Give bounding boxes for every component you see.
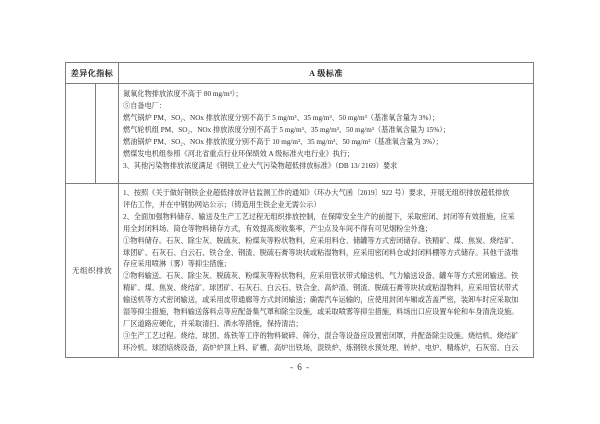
- empty-indicator-cell: [66, 84, 96, 184]
- text-line: 评估工作，并在中钢协网站公示；（铸造用生铁企业无需公示）: [123, 200, 321, 209]
- text-line: 存应采用喷淋（雾）等抑尘措施；: [123, 260, 231, 269]
- fugitive-emissions-content: [119, 184, 533, 357]
- text-line: 输送机等方式密闭输送，或采用皮带通廊等方式封闭输送；确需汽车运输的，应使用封闭车厢或苫盖严密，装卸车时应采取加: [123, 296, 519, 305]
- table-row-fugitive-emissions: [66, 184, 533, 357]
- text-line: ②物料输送。石灰、除尘灰、脱硫灰、粉煤灰等粉状物料，应采用管状带式输送机、气力输送设备、罐车等方式密闭输送。铁: [123, 272, 519, 281]
- empty-indicator-subcell: [96, 84, 119, 184]
- table-header-row: [66, 63, 533, 84]
- text-line: 用全封闭料场、筒仓等物料储存方式，有效提高废收集率，产尘点及车间不得有可见烟粉尘外逸；: [123, 224, 433, 233]
- text-line: 燃煤发电机组参照《河北省重点行业环保绩效 A 级标准火电行业》执行；: [123, 150, 355, 158]
- text-line: 球团矿、石灰石、白云石、铁合金、钢渣、脱硫石膏等块状或粘湿物料，应采用密闭料仓或封闭料棚等方式储存。其他干渣堆: [123, 248, 519, 257]
- text-line: 燃油锅炉 PM、SO₂、NOx 排放浓度分别不高于 10 mg/m³、35 mg/m³、50 mg/m³（基准氧含量为 3%）；: [123, 138, 443, 146]
- text-line: ③生产工艺过程。烧结、球团、炼铁等工序的物料破碎、筛分、混合等设备应设置密闭罩，并配备除尘设施。烧结机、烧结矿: [123, 331, 519, 340]
- text-line: 燃气锅炉 PM、SO₂、NOx 排放浓度分别不高于 5 mg/m³、35 mg/m³、50 mg/m³（基准氧含量为 3%）；: [123, 114, 440, 122]
- header-cell-differential-indicator: 差异化指标: [66, 63, 119, 84]
- text-line: 燃气轮机组 PM、SO₂、NOx 排放浓度分别不高于 5 mg/m³、35 mg/m³、50 mg/m³（基准氧含量为 15%）；: [123, 126, 451, 134]
- text-line: 湿等抑尘措施，物料输送落料点等应配备集气罩和除尘设施，或采取喷雾等抑尘措施，料场出口应设置车轮和车身清洗设施。: [123, 308, 519, 317]
- standards-table: [65, 62, 534, 358]
- text-line: 3、其他污染物排放浓度满足《钢铁工业大气污染物超低排放标准》（DB 13/ 2169）要求: [123, 162, 398, 170]
- text-line: 2、全面加强物料储存、输送及生产工艺过程无组织排放控制，在保障安全生产的前提下，采取密闭、封闭等有效措施，应采: [123, 212, 515, 221]
- text-line: 1、按照《关于做好钢铁企业超低排放评估监测工作的通知》（环办大气函〔2019〕922 号）要求，开展无组织排放超低排放: [123, 189, 510, 197]
- organized-emissions-content: [119, 84, 533, 184]
- table-row-organized-emissions: [66, 84, 533, 184]
- row-label-fugitive-emissions: 无组织排放: [66, 184, 119, 357]
- text-line: 精矿、煤、焦炭、烧结矿、球团矿、石灰石、白云石、铁合金、高炉渣、钢渣、脱硫石膏等块状或粘湿物料，应采用管状带式: [123, 284, 519, 293]
- text-line: ⑤自备电厂：: [123, 102, 167, 110]
- text-line: 氮氧化物排放浓度不高于 80 mg/m³）；: [123, 90, 243, 98]
- page-number: - 6 -: [290, 362, 310, 372]
- text-line: 厂区道路应硬化，并采取清扫、洒水等措施，保持清洁；: [123, 319, 303, 328]
- text-line: 环冷机、球团焙烧设备，高炉炉顶上料、矿槽、高炉出铁场，混铁炉、炼钢铁水预处理、转炉、电炉、精炼炉，石灰窑、白云: [123, 343, 519, 352]
- text-line: ①物料储存。石灰、除尘灰、脱硫灰、粉煤灰等粉状物料，应采用料仓、储罐等方式密闭储存。铁精矿、煤、焦炭、烧结矿、: [123, 236, 519, 245]
- header-cell-a-grade-standard: A 级标准: [119, 63, 533, 84]
